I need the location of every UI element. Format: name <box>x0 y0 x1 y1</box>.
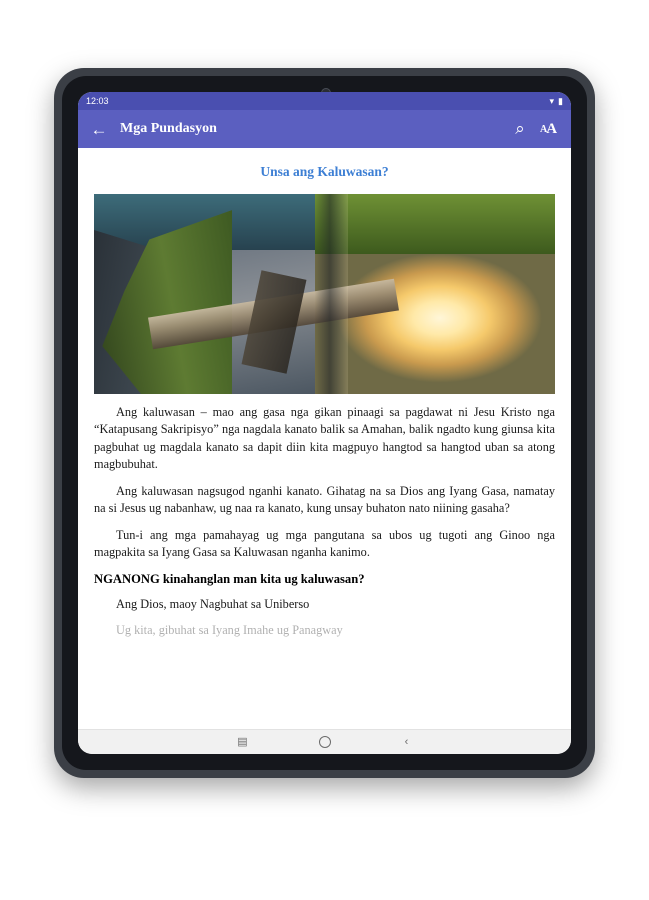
illustration-seam <box>315 194 347 394</box>
article-list-item: Ug kita, gibuhat sa Iyang Imahe ug Panagway <box>116 622 343 637</box>
page-title: Mga Pundasyon <box>120 121 217 136</box>
article-heading: Unsa ang Kaluwasan? <box>260 164 389 179</box>
article-content[interactable] <box>78 148 571 729</box>
tablet-screen <box>78 92 571 754</box>
home-icon[interactable] <box>316 736 334 748</box>
status-indicators <box>550 97 563 106</box>
article-paragraph: Ang kaluwasan – mao ang gasa nga gikan pinaagi sa pagdawat ni Jesu Kristo nga “Katapusang Sakripisyo” nga nagdala kanato balik sa Amahan, balik ngadto kung giunsa kita pagbuhat ug magdala kanato sa dapit diin kita magpuyo hangtod sa hangtod uban sa atong magbubuhat. <box>94 405 555 472</box>
app-bar <box>78 110 571 148</box>
back-arrow-icon[interactable]: ← <box>90 119 108 139</box>
back-icon[interactable]: ‹ <box>404 735 409 748</box>
article-paragraph: Tun-i ang mga pamahayag ug mga pangutana sa ubos ug tugoti ang Ginoo nga magpakita sa Iyang Gasa sa Kaluwasan nganha kanimo. <box>94 527 555 560</box>
article-list-item: Ang Dios, maoy Nagbuhat sa Uniberso <box>116 596 310 611</box>
font-size-icon[interactable] <box>535 116 561 142</box>
wifi-icon: ▾ <box>549 95 555 106</box>
article-subheading: NGANONG kinahanglan man kita ug kaluwasan? <box>94 571 365 586</box>
status-bar <box>78 92 571 110</box>
search-icon[interactable]: ⌕ <box>515 119 525 138</box>
system-navigation-bar <box>78 729 571 754</box>
font-size-large-a: A <box>546 120 557 137</box>
article-paragraph: Ang kaluwasan nagsugod nganhi kanato. Gihatag na sa Dios ang Iyang Gasa, namatay na si Jesus ug nabanhaw, ug naa ra kanato, kung unsay buhaton nato niining gasaha? <box>94 483 555 516</box>
recents-icon[interactable]: ▤ <box>237 735 248 748</box>
device-bezel <box>62 76 587 770</box>
article-illustration <box>94 194 555 394</box>
illustration-meadow <box>315 194 555 254</box>
font-size-small-a: A <box>539 123 547 135</box>
battery-icon: ▮ <box>558 95 563 106</box>
home-circle-icon <box>319 736 331 748</box>
tablet-device-frame <box>54 68 595 778</box>
status-clock: 12:03 <box>86 96 109 106</box>
